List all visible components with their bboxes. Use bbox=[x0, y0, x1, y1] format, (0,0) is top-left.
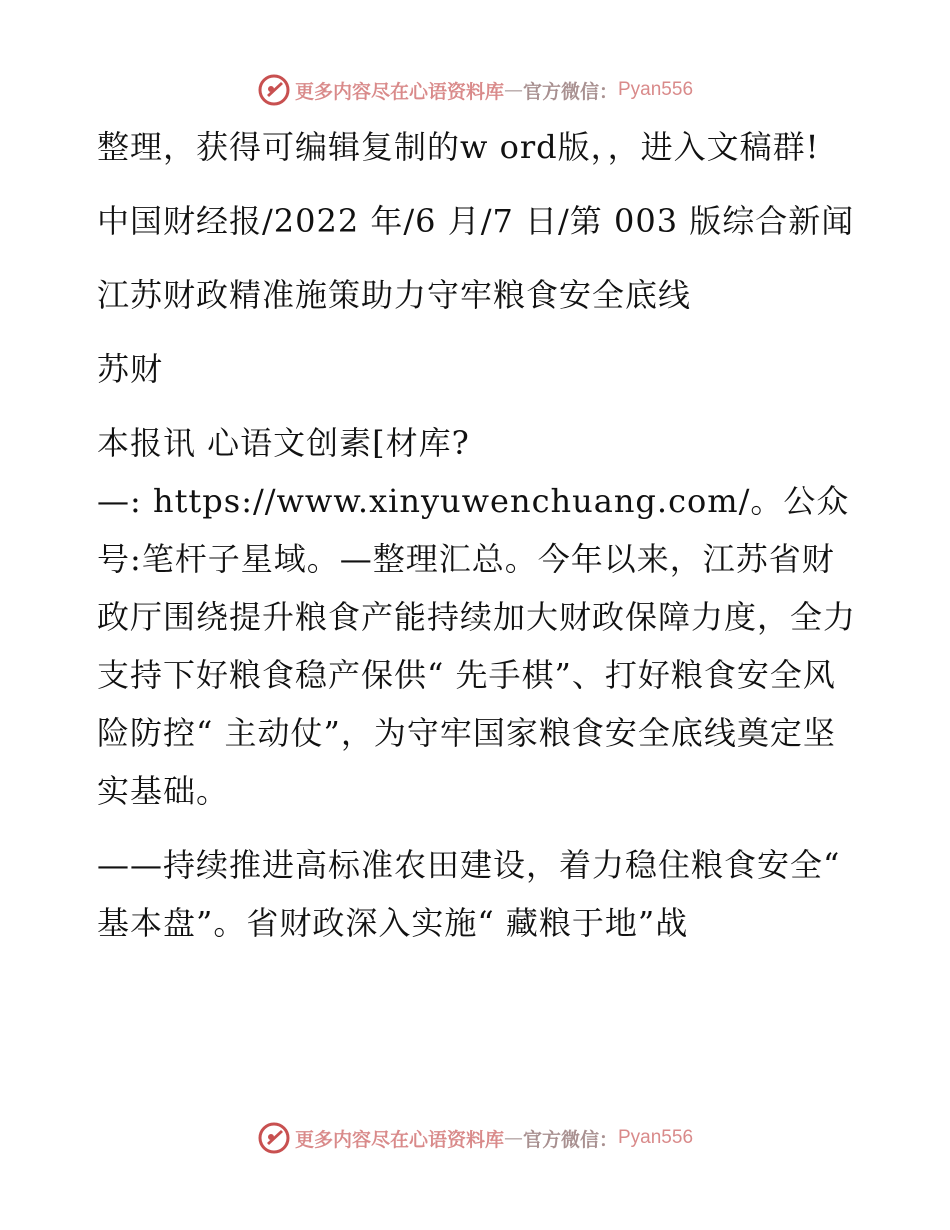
header-watermark bbox=[0, 70, 950, 110]
watermark-label: 官方微信： bbox=[522, 1128, 618, 1151]
watermark-wechat-id: Pyan556 bbox=[618, 1127, 694, 1148]
body-paragraph-1: —: https://www.xinyuwenchuang.com/。公众号:笔杆子星域。—整理汇总。今年以来，江苏省财政厅围绕提升粮食产能持续加大财政保障力度，全力支持下好粮食稳产保供“ 先手棋”、打好粮食安全风险防控“ 主动仗”，为守牢国家粮食安全底线奠定坚实基础。 bbox=[97, 482, 857, 810]
intro-paragraph: 整理，获得可编辑复制的w ord版，，进入文稿群! bbox=[97, 128, 820, 166]
dateline: 本报讯 心语文创素[材库? bbox=[97, 424, 470, 462]
article-title: 江苏财政精准施策助力守牢粮食安全底线 bbox=[97, 276, 692, 314]
watermark-wechat-id: Pyan556 bbox=[618, 79, 694, 100]
author-line: 苏财 bbox=[97, 350, 164, 388]
source-line: 中国财经报/2022 年/6 月/7 日/第 003 版综合新闻 bbox=[97, 202, 855, 240]
seal-logo-icon bbox=[257, 1121, 291, 1155]
body-paragraph-2: ——持续推进高标准农田建设，着力稳住粮食安全“ 基本盘”。省财政深入实施“ 藏粮于地”战 bbox=[97, 846, 841, 942]
watermark-text: 更多内容尽在心语资料库 bbox=[294, 80, 504, 103]
document-body bbox=[97, 118, 857, 968]
watermark-label: 官方微信： bbox=[522, 80, 618, 103]
seal-logo-icon bbox=[257, 73, 291, 107]
watermark-separator: — bbox=[503, 79, 523, 101]
footer-watermark bbox=[0, 1118, 950, 1158]
watermark-separator: — bbox=[503, 1127, 523, 1149]
watermark-text: 更多内容尽在心语资料库 bbox=[294, 1128, 504, 1151]
